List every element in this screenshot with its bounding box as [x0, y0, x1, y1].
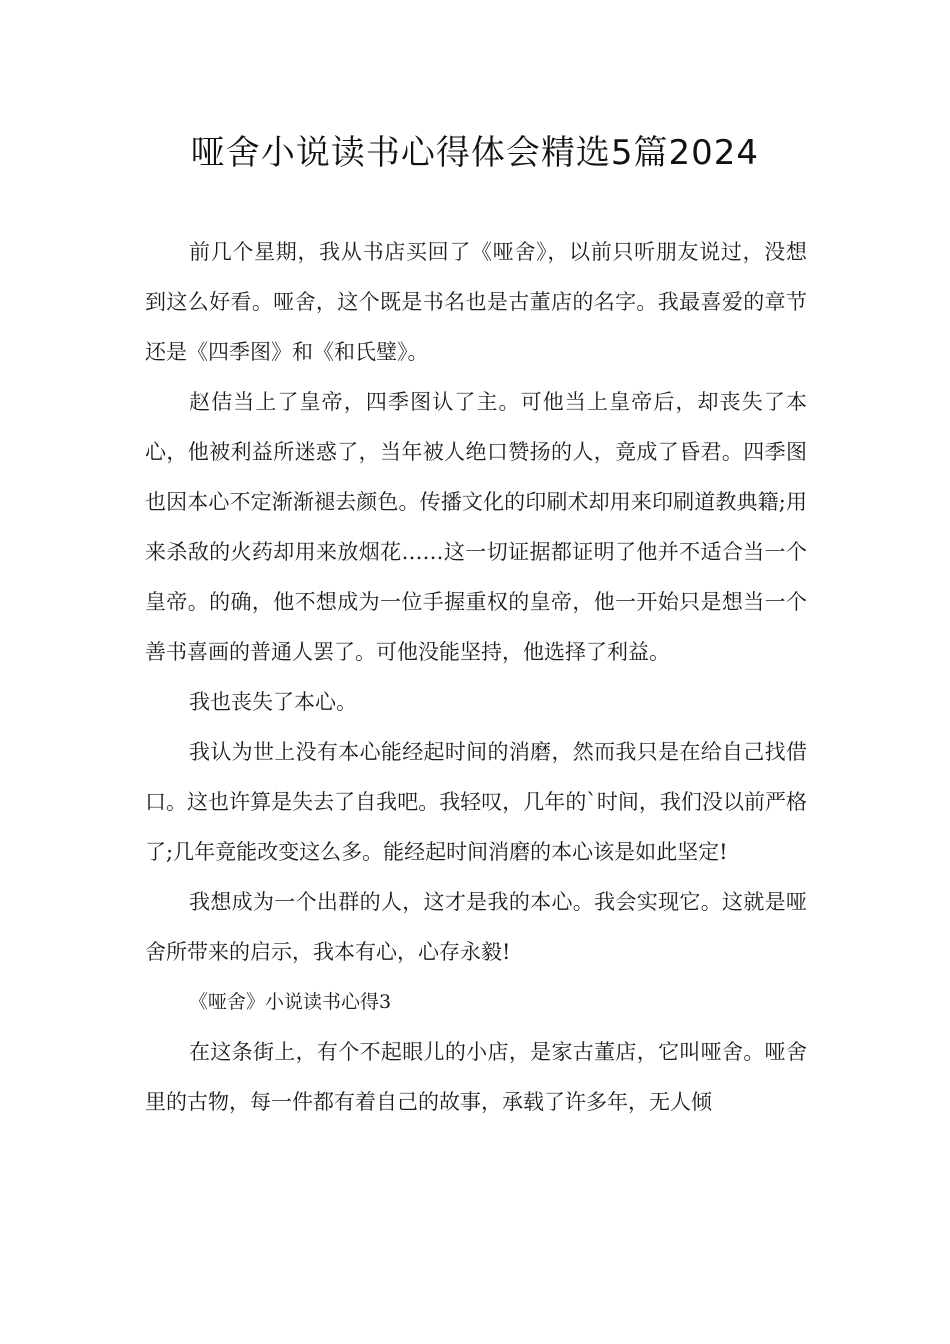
- section-heading: 《哑舍》小说读书心得3: [189, 991, 392, 1013]
- paragraph-5: 我想成为一个出群的人，这才是我的本心。我会实现它。这就是哑舍所带来的启示，我本有心，心存永毅!: [145, 890, 807, 964]
- paragraph-1: 前几个星期，我从书店买回了《哑舍》，以前只听朋友说过，没想到这么好看。哑舍，这个既是书名也是古董店的名字。我最喜爱的章节还是《四季图》和《和氏璧》。: [145, 240, 807, 364]
- paragraph-4: 我认为世上没有本心能经起时间的消磨，然而我只是在给自己找借口。这也许算是失去了自我吧。我轻叹，几年的`时间，我们没以前严格了;几年竟能改变这么多。能经起时间消磨的本心该是如此坚定!: [145, 740, 807, 864]
- paragraph-6: 在这条街上，有个不起眼儿的小店，是家古董店，它叫哑舍。哑舍里的古物，每一件都有着自己的故事，承载了许多年，无人倾: [145, 1040, 807, 1114]
- paragraph-3: 我也丧失了本心。: [189, 690, 357, 714]
- document-body: [145, 227, 807, 1127]
- paragraph-2: 赵佶当上了皇帝，四季图认了主。可他当上皇帝后，却丧失了本心，他被利益所迷惑了，当年被人绝口赞扬的人，竟成了昏君。四季图也因本心不定渐渐褪去颜色。传播文化的印刷术却用来印刷道教典籍;用来杀敌的火药却用来放烟花……这一切证据都证明了他并不适合当一个皇帝。的确，他不想成为一位手握重权的皇帝，他一开始只是想当一个善书喜画的普通人罢了。可他没能坚持，他选择了利益。: [145, 390, 807, 664]
- document-title: 哑舍小说读书心得体会精选5篇2024: [190, 133, 760, 173]
